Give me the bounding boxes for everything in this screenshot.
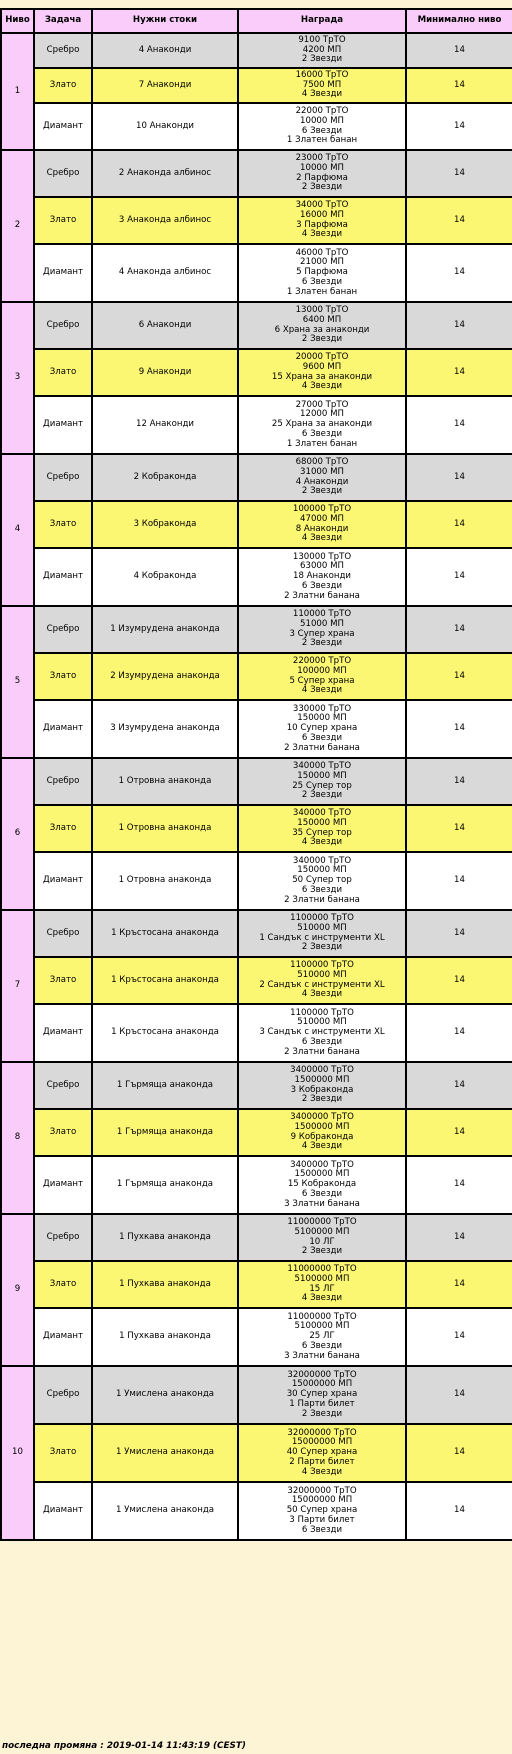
reward-line: 1500000 МП — [294, 1074, 350, 1085]
table-row — [1, 957, 512, 1004]
table-row — [1, 1062, 512, 1109]
reward-line: 1100000 ТрТО — [290, 1007, 354, 1018]
reward-line: 32000000 ТрТО — [287, 1369, 357, 1380]
reward-cell — [238, 1482, 406, 1540]
min-level-cell: 14 — [406, 653, 512, 700]
task-cell: Сребро — [34, 1366, 92, 1424]
level-cell: 2 — [1, 150, 34, 302]
reward-line: 110000 ТрТО — [292, 608, 352, 619]
table-row — [1, 454, 512, 501]
goods-cell: 3 Кобраконда — [92, 501, 238, 548]
task-cell: Диамант — [34, 1482, 92, 1540]
reward-line: 13000 ТрТО — [295, 304, 349, 315]
reward-line: 6 Звезди — [301, 1188, 343, 1199]
table-row — [1, 1424, 512, 1482]
table-row — [1, 197, 512, 244]
reward-line: 150000 МП — [297, 713, 347, 724]
goods-cell: 6 Анаконди — [92, 302, 238, 349]
reward-line: 1 Златен банан — [286, 135, 358, 146]
reward-line: 4 Звезди — [301, 685, 343, 696]
min-level-cell: 14 — [406, 852, 512, 910]
task-cell: Злато — [34, 1424, 92, 1482]
goods-cell: 1 Гърмяща анаконда — [92, 1109, 238, 1156]
min-level-cell: 14 — [406, 302, 512, 349]
reward-line: 130000 ТрТО — [292, 551, 352, 562]
reward-line: 3 Парфюма — [296, 219, 348, 230]
reward-cell — [238, 1214, 406, 1261]
reward-line: 5100000 МП — [294, 1273, 350, 1284]
reward-line: 2 Златни банана — [284, 1046, 360, 1057]
reward-line: 4 Звезди — [301, 1141, 343, 1152]
goods-cell: 1 Отровна анаконда — [92, 852, 238, 910]
reward-line: 2 Парфюма — [296, 172, 348, 183]
min-level-cell: 14 — [406, 1261, 512, 1308]
reward-cell — [238, 244, 406, 302]
goods-cell: 1 Пухкава анаконда — [92, 1261, 238, 1308]
min-level-cell: 14 — [406, 1109, 512, 1156]
table-body — [1, 33, 512, 1540]
table-row — [1, 852, 512, 910]
table-row — [1, 758, 512, 805]
min-level-cell: 14 — [406, 454, 512, 501]
task-cell: Диамант — [34, 1156, 92, 1214]
level-cell: 9 — [1, 1214, 34, 1366]
table-row — [1, 910, 512, 957]
table-row — [1, 1109, 512, 1156]
reward-cell — [238, 1308, 406, 1366]
min-level-cell: 14 — [406, 103, 512, 150]
reward-cell — [238, 302, 406, 349]
reward-line: 21000 МП — [300, 257, 344, 268]
min-level-cell: 14 — [406, 68, 512, 103]
task-cell: Диамант — [34, 1004, 92, 1062]
table-row — [1, 606, 512, 653]
goods-cell: 2 Изумрудена анаконда — [92, 653, 238, 700]
goods-cell: 7 Анаконди — [92, 68, 238, 103]
min-level-cell: 14 — [406, 1156, 512, 1214]
reward-line: 11000000 ТрТО — [287, 1263, 357, 1274]
min-level-cell: 14 — [406, 1424, 512, 1482]
goods-cell: 3 Изумрудена анаконда — [92, 700, 238, 758]
reward-line: 10000 МП — [300, 162, 344, 173]
reward-cell — [238, 150, 406, 197]
table-row — [1, 33, 512, 68]
header-level: Ниво — [1, 9, 34, 33]
reward-cell — [238, 1109, 406, 1156]
reward-line: 11000000 ТрТО — [287, 1311, 357, 1322]
reward-line: 32000000 ТрТО — [287, 1485, 357, 1496]
reward-cell — [238, 33, 406, 68]
level-cell: 5 — [1, 606, 34, 758]
reward-line: 12000 МП — [300, 409, 344, 420]
reward-cell — [238, 805, 406, 852]
reward-line: 50 Супер храна — [286, 1505, 358, 1516]
reward-line: 1 Златен банан — [286, 438, 358, 449]
reward-line: 7500 МП — [302, 79, 342, 90]
level-cell: 1 — [1, 33, 34, 150]
reward-line: 47000 МП — [300, 513, 344, 524]
goods-cell: 1 Пухкава анаконда — [92, 1214, 238, 1261]
reward-line: 25 ЛГ — [309, 1331, 335, 1342]
task-cell: Злато — [34, 1261, 92, 1308]
reward-line: 4 Звезди — [301, 837, 343, 848]
reward-line: 3400000 ТрТО — [290, 1064, 354, 1075]
reward-line: 6 Звезди — [301, 1036, 343, 1047]
reward-line: 10000 МП — [300, 115, 344, 126]
level-cell: 7 — [1, 910, 34, 1062]
reward-cell — [238, 1424, 406, 1482]
reward-cell — [238, 349, 406, 396]
reward-line: 6 Храна за анаконди — [274, 324, 370, 335]
goods-cell: 1 Пухкава анаконда — [92, 1308, 238, 1366]
min-level-cell: 14 — [406, 957, 512, 1004]
table-row — [1, 1156, 512, 1214]
reward-line: 2 Звезди — [301, 54, 343, 65]
reward-line: 510000 МП — [297, 969, 347, 980]
table-row — [1, 1004, 512, 1062]
goods-cell: 10 Анаконди — [92, 103, 238, 150]
reward-line: 2 Парти билет — [289, 1456, 355, 1467]
reward-line: 6 Звезди — [301, 1524, 343, 1535]
task-cell: Злато — [34, 349, 92, 396]
reward-line: 6 Звезди — [301, 580, 343, 591]
reward-line: 510000 МП — [297, 1017, 347, 1028]
task-cell: Злато — [34, 197, 92, 244]
reward-line: 5 Супер храна — [289, 675, 355, 686]
min-level-cell: 14 — [406, 1482, 512, 1540]
min-level-cell: 14 — [406, 244, 512, 302]
goods-cell: 4 Анаконда албинос — [92, 244, 238, 302]
reward-line: 6400 МП — [302, 314, 342, 325]
reward-line: 35 Супер тор — [292, 827, 352, 838]
reward-line: 2 Звезди — [301, 1408, 343, 1419]
reward-line: 30 Супер храна — [286, 1389, 358, 1400]
task-cell: Злато — [34, 653, 92, 700]
reward-line: 6 Звезди — [301, 732, 343, 743]
goods-cell: 1 Кръстосана анаконда — [92, 910, 238, 957]
table-row — [1, 653, 512, 700]
reward-line: 4 Звезди — [301, 533, 343, 544]
table-row — [1, 68, 512, 103]
task-cell: Сребро — [34, 454, 92, 501]
reward-line: 1 Парти билет — [289, 1398, 355, 1409]
min-level-cell: 14 — [406, 700, 512, 758]
reward-line: 1100000 ТрТО — [290, 959, 354, 970]
reward-line: 2 Звезди — [301, 1246, 343, 1257]
table-row — [1, 349, 512, 396]
reward-line: 40 Супер храна — [286, 1447, 358, 1458]
min-level-cell: 14 — [406, 1004, 512, 1062]
goods-cell: 1 Отровна анаконда — [92, 805, 238, 852]
reward-line: 340000 ТрТО — [292, 855, 352, 866]
header-goods: Нужни стоки — [92, 9, 238, 33]
reward-cell — [238, 1261, 406, 1308]
reward-line: 9600 МП — [302, 361, 342, 372]
reward-line: 6 Звезди — [301, 276, 343, 287]
task-cell: Сребро — [34, 606, 92, 653]
reward-line: 34000 ТрТО — [295, 199, 349, 210]
task-cell: Сребро — [34, 758, 92, 805]
table-row — [1, 396, 512, 454]
reward-line: 15000000 МП — [291, 1379, 353, 1390]
reward-cell — [238, 700, 406, 758]
reward-line: 4200 МП — [302, 44, 342, 55]
reward-line: 25 Храна за анаконди — [271, 419, 373, 430]
reward-line: 1500000 МП — [294, 1121, 350, 1132]
min-level-cell: 14 — [406, 606, 512, 653]
reward-line: 3 Парти билет — [289, 1514, 355, 1525]
min-level-cell: 14 — [406, 1062, 512, 1109]
reward-cell — [238, 103, 406, 150]
reward-cell — [238, 1366, 406, 1424]
level-cell: 3 — [1, 302, 34, 454]
goods-cell: 1 Умислена анаконда — [92, 1482, 238, 1540]
reward-line: 1500000 МП — [294, 1169, 350, 1180]
table-row — [1, 1482, 512, 1540]
level-cell: 6 — [1, 758, 34, 910]
level-cell: 4 — [1, 454, 34, 606]
level-cell: 10 — [1, 1366, 34, 1540]
table-row — [1, 548, 512, 606]
goods-cell: 1 Кръстосана анаконда — [92, 1004, 238, 1062]
goods-cell: 1 Гърмяща анаконда — [92, 1062, 238, 1109]
reward-line: 23000 ТрТО — [295, 152, 349, 163]
goods-cell: 1 Изумрудена анаконда — [92, 606, 238, 653]
reward-line: 8 Анаконди — [295, 523, 349, 534]
reward-line: 6 Звезди — [301, 125, 343, 136]
min-level-cell: 14 — [406, 349, 512, 396]
task-cell: Злато — [34, 957, 92, 1004]
reward-line: 31000 МП — [300, 466, 344, 477]
goods-cell: 3 Анаконда албинос — [92, 197, 238, 244]
reward-cell — [238, 606, 406, 653]
goods-cell: 4 Анаконди — [92, 33, 238, 68]
reward-line: 15000000 МП — [291, 1495, 353, 1506]
reward-line: 51000 МП — [300, 618, 344, 629]
reward-line: 10 Супер храна — [286, 723, 358, 734]
table-row — [1, 501, 512, 548]
reward-line: 11000000 ТрТО — [287, 1216, 357, 1227]
reward-line: 2 Звезди — [301, 486, 343, 497]
level-cell: 8 — [1, 1062, 34, 1214]
task-cell: Диамант — [34, 244, 92, 302]
task-cell: Сребро — [34, 150, 92, 197]
table-row — [1, 1214, 512, 1261]
reward-line: 4 Анаконди — [295, 476, 349, 487]
reward-line: 150000 МП — [297, 817, 347, 828]
min-level-cell: 14 — [406, 548, 512, 606]
reward-line: 3400000 ТрТО — [290, 1159, 354, 1170]
reward-line: 5100000 МП — [294, 1226, 350, 1237]
reward-line: 2 Звезди — [301, 182, 343, 193]
task-cell: Сребро — [34, 33, 92, 68]
reward-line: 15000000 МП — [291, 1437, 353, 1448]
reward-line: 6 Звезди — [301, 428, 343, 439]
reward-line: 2 Сандък с инструменти XL — [259, 979, 385, 990]
header-reward: Награда — [238, 9, 406, 33]
table-row — [1, 700, 512, 758]
reward-cell — [238, 396, 406, 454]
reward-line: 2 Звезди — [301, 1094, 343, 1105]
task-cell: Диамант — [34, 1308, 92, 1366]
reward-line: 50 Супер тор — [292, 875, 352, 886]
reward-line: 150000 МП — [297, 865, 347, 876]
reward-line: 16000 ТрТО — [295, 69, 349, 80]
min-level-cell: 14 — [406, 1308, 512, 1366]
reward-cell — [238, 548, 406, 606]
table-row — [1, 244, 512, 302]
reward-line: 9100 ТрТО — [298, 34, 346, 45]
table-row — [1, 805, 512, 852]
reward-line: 2 Звезди — [301, 790, 343, 801]
reward-line: 4 Звезди — [301, 89, 343, 100]
reward-line: 5 Парфюма — [296, 267, 348, 278]
reward-line: 340000 ТрТО — [292, 760, 352, 771]
reward-line: 22000 ТрТО — [295, 105, 349, 116]
min-level-cell: 14 — [406, 910, 512, 957]
reward-line: 46000 ТрТО — [295, 247, 349, 258]
min-level-cell: 14 — [406, 33, 512, 68]
reward-line: 16000 МП — [300, 209, 344, 220]
reward-cell — [238, 910, 406, 957]
reward-line: 100000 ТрТО — [292, 503, 352, 514]
reward-line: 10 ЛГ — [309, 1236, 335, 1247]
min-level-cell: 14 — [406, 396, 512, 454]
reward-line: 100000 МП — [297, 665, 347, 676]
task-cell: Сребро — [34, 1062, 92, 1109]
goods-cell: 1 Кръстосана анаконда — [92, 957, 238, 1004]
reward-line: 3 Златни банана — [284, 1350, 360, 1361]
goods-cell: 1 Умислена анаконда — [92, 1366, 238, 1424]
reward-line: 2 Златни банана — [284, 590, 360, 601]
goods-cell: 12 Анаконди — [92, 396, 238, 454]
reward-cell — [238, 1004, 406, 1062]
reward-line: 68000 ТрТО — [295, 456, 349, 467]
reward-line: 2 Звезди — [301, 334, 343, 345]
reward-line: 4 Звезди — [301, 381, 343, 392]
reward-line: 4 Звезди — [301, 229, 343, 240]
reward-line: 510000 МП — [297, 922, 347, 933]
reward-line: 4 Звезди — [301, 1293, 343, 1304]
reward-line: 330000 ТрТО — [292, 703, 352, 714]
reward-line: 25 Супер тор — [292, 780, 352, 791]
reward-line: 15 Храна за анаконди — [271, 371, 373, 382]
reward-line: 63000 МП — [300, 561, 344, 572]
task-cell: Сребро — [34, 910, 92, 957]
goods-cell: 2 Анаконда албинос — [92, 150, 238, 197]
min-level-cell: 14 — [406, 1214, 512, 1261]
task-cell: Сребро — [34, 1214, 92, 1261]
header-min-level: Минимално ниво — [406, 9, 512, 33]
reward-line: 1 Сандък с инструменти XL — [259, 932, 385, 943]
reward-cell — [238, 1062, 406, 1109]
goods-cell: 1 Гърмяща анаконда — [92, 1156, 238, 1214]
goods-cell: 9 Анаконди — [92, 349, 238, 396]
table-row — [1, 1366, 512, 1424]
reward-cell — [238, 501, 406, 548]
reward-line: 27000 ТрТО — [295, 399, 349, 410]
quest-table — [0, 8, 512, 1541]
reward-line: 3 Златни банана — [284, 1198, 360, 1209]
reward-cell — [238, 68, 406, 103]
reward-line: 6 Звезди — [301, 1340, 343, 1351]
reward-cell — [238, 653, 406, 700]
task-cell: Злато — [34, 501, 92, 548]
goods-cell: 2 Кобраконда — [92, 454, 238, 501]
task-cell: Злато — [34, 68, 92, 103]
table-row — [1, 150, 512, 197]
header-row — [1, 9, 512, 33]
reward-line: 2 Златни банана — [284, 742, 360, 753]
reward-cell — [238, 852, 406, 910]
reward-line: 3400000 ТрТО — [290, 1111, 354, 1122]
task-cell: Диамант — [34, 700, 92, 758]
last-modified-footer: последна промяна : 2019-01-14 11:43:19 (CEST) — [2, 1741, 246, 1751]
reward-line: 2 Звезди — [301, 942, 343, 953]
min-level-cell: 14 — [406, 758, 512, 805]
table-row — [1, 1308, 512, 1366]
reward-line: 5100000 МП — [294, 1321, 350, 1332]
reward-line: 32000000 ТрТО — [287, 1427, 357, 1438]
table-row — [1, 302, 512, 349]
goods-cell: 4 Кобраконда — [92, 548, 238, 606]
reward-line: 2 Златни банана — [284, 894, 360, 905]
reward-line: 340000 ТрТО — [292, 807, 352, 818]
reward-line: 220000 ТрТО — [292, 655, 352, 666]
task-cell: Диамант — [34, 396, 92, 454]
reward-line: 3 Сандък с инструменти XL — [259, 1027, 385, 1038]
reward-line: 9 Кобраконда — [290, 1131, 354, 1142]
reward-line: 3 Супер храна — [289, 628, 355, 639]
reward-line: 18 Анаконди — [292, 571, 352, 582]
min-level-cell: 14 — [406, 805, 512, 852]
table-row — [1, 1261, 512, 1308]
task-cell: Злато — [34, 805, 92, 852]
task-cell: Сребро — [34, 302, 92, 349]
task-cell: Диамант — [34, 852, 92, 910]
reward-cell — [238, 1156, 406, 1214]
reward-line: 4 Звезди — [301, 989, 343, 1000]
task-cell: Диамант — [34, 103, 92, 150]
header-task: Задача — [34, 9, 92, 33]
min-level-cell: 14 — [406, 197, 512, 244]
reward-line: 15 ЛГ — [309, 1283, 335, 1294]
goods-cell: 1 Отровна анаконда — [92, 758, 238, 805]
task-cell: Злато — [34, 1109, 92, 1156]
reward-line: 1 Златен банан — [286, 286, 358, 297]
reward-cell — [238, 454, 406, 501]
goods-cell: 1 Умислена анаконда — [92, 1424, 238, 1482]
reward-line: 6 Звезди — [301, 884, 343, 895]
reward-cell — [238, 957, 406, 1004]
reward-line: 15 Кобраконда — [287, 1179, 357, 1190]
reward-cell — [238, 758, 406, 805]
reward-line: 3 Кобраконда — [290, 1084, 354, 1095]
min-level-cell: 14 — [406, 501, 512, 548]
reward-line: 4 Звезди — [301, 1466, 343, 1477]
min-level-cell: 14 — [406, 150, 512, 197]
task-cell: Диамант — [34, 548, 92, 606]
min-level-cell: 14 — [406, 1366, 512, 1424]
reward-cell — [238, 197, 406, 244]
reward-line: 1100000 ТрТО — [290, 912, 354, 923]
table-row — [1, 103, 512, 150]
reward-line: 20000 ТрТО — [295, 351, 349, 362]
reward-line: 150000 МП — [297, 770, 347, 781]
reward-line: 2 Звезди — [301, 638, 343, 649]
